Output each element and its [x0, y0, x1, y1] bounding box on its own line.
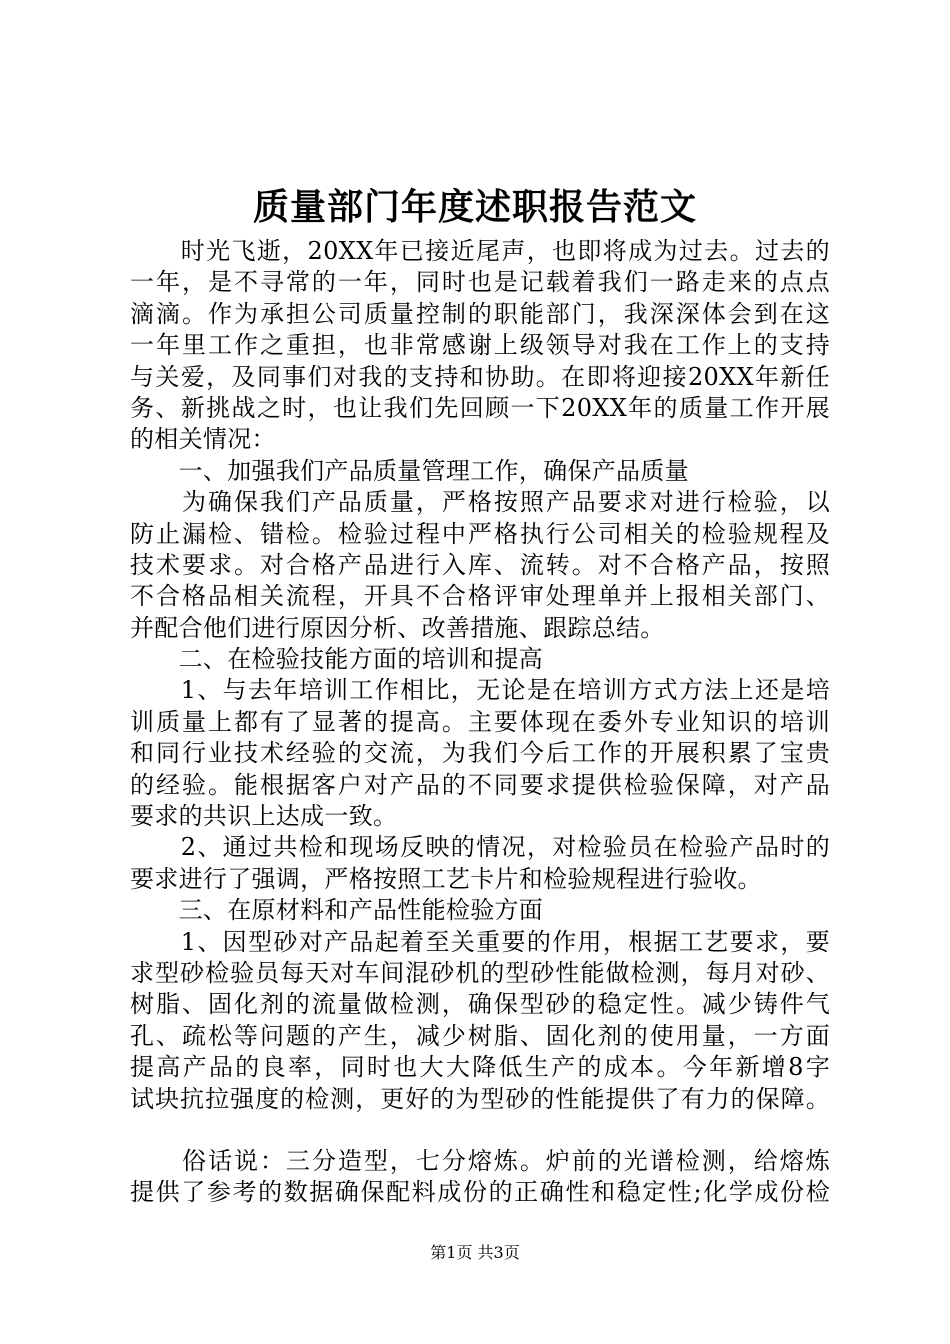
body-line: 一年里工作之重担，也非常感谢上级领导对我在工作上的支持: [130, 331, 830, 360]
body-line: 三、在原材料和产品性能检验方面: [130, 896, 544, 925]
body-line: 防止漏检、错检。检验过程中严格执行公司相关的检验规程及: [130, 519, 830, 548]
body-line: 的相关情况：: [130, 425, 276, 454]
body-line: 与关爱，及同事们对我的支持和协助。在即将迎接20XX年新任: [130, 362, 830, 391]
body-line: 一年，是不寻常的一年，同时也是记载着我们一路走来的点点: [130, 268, 830, 297]
body-line: 提高产品的良率，同时也大大降低生产的成本。今年新增8字: [130, 1053, 830, 1082]
body-line: 技术要求。对合格产品进行入库、流转。对不合格产品，按照: [130, 550, 830, 579]
body-line: 务、新挑战之时，也让我们先回顾一下20XX年的质量工作开展: [130, 393, 830, 422]
body-line: 2、通过共检和现场反映的情况，对检验员在检验产品时的: [130, 833, 830, 862]
page-footer: 第1页 共3页: [430, 1243, 520, 1262]
body-line: 的经验。能根据客户对产品的不同要求提供检验保障，对产品: [130, 770, 830, 799]
body-line: 提供了参考的数据确保配料成份的正确性和稳定性;化学成份检: [130, 1178, 830, 1207]
paragraph-gap: [130, 1115, 830, 1146]
body-line: 和同行业技术经验的交流，为我们今后工作的开展积累了宝贵: [130, 739, 830, 768]
body-line: 孔、疏松等问题的产生，减少树脂、固化剂的使用量，一方面: [130, 1021, 830, 1050]
body-line: 一、加强我们产品质量管理工作，确保产品质量: [130, 456, 689, 485]
body-line: 试块抗拉强度的检测，更好的为型砂的性能提供了有力的保障。: [130, 1084, 830, 1113]
body-line: 要求进行了强调，严格按照工艺卡片和检验规程进行验收。: [130, 864, 762, 893]
body-line: 树脂、固化剂的流量做检测，确保型砂的稳定性。减少铸件气: [130, 990, 830, 1019]
body-line: 时光飞逝，20XX年已接近尾声，也即将成为过去。过去的: [130, 237, 830, 265]
body-line: 为确保我们产品质量，严格按照产品要求对进行检验，以: [130, 488, 830, 517]
document-title: 质量部门年度述职报告范文: [252, 186, 697, 228]
body-line: 要求的共识上达成一致。: [130, 802, 398, 831]
body-line: 俗话说：三分造型，七分熔炼。炉前的光谱检测，给熔炼: [130, 1146, 830, 1175]
body-line: 1、因型砂对产品起着至关重要的作用，根据工艺要求，要: [130, 927, 830, 956]
body-line: 并配合他们进行原因分析、改善措施、跟踪总结。: [130, 613, 665, 642]
body-line: 训质量上都有了显著的提高。主要体现在委外专业知识的培训: [130, 707, 830, 736]
body-line: 二、在检验技能方面的培训和提高: [130, 645, 544, 674]
body-line: 求型砂检验员每天对车间混砂机的型砂性能做检测，每月对砂、: [130, 958, 830, 987]
document-body: [130, 236, 830, 1209]
body-line: 1、与去年培训工作相比，无论是在培训方式方法上还是培: [130, 676, 830, 705]
body-line: 不合格品相关流程，开具不合格评审处理单并上报相关部门、: [130, 582, 830, 611]
body-line: 滴滴。作为承担公司质量控制的职能部门，我深深体会到在这: [130, 299, 830, 328]
